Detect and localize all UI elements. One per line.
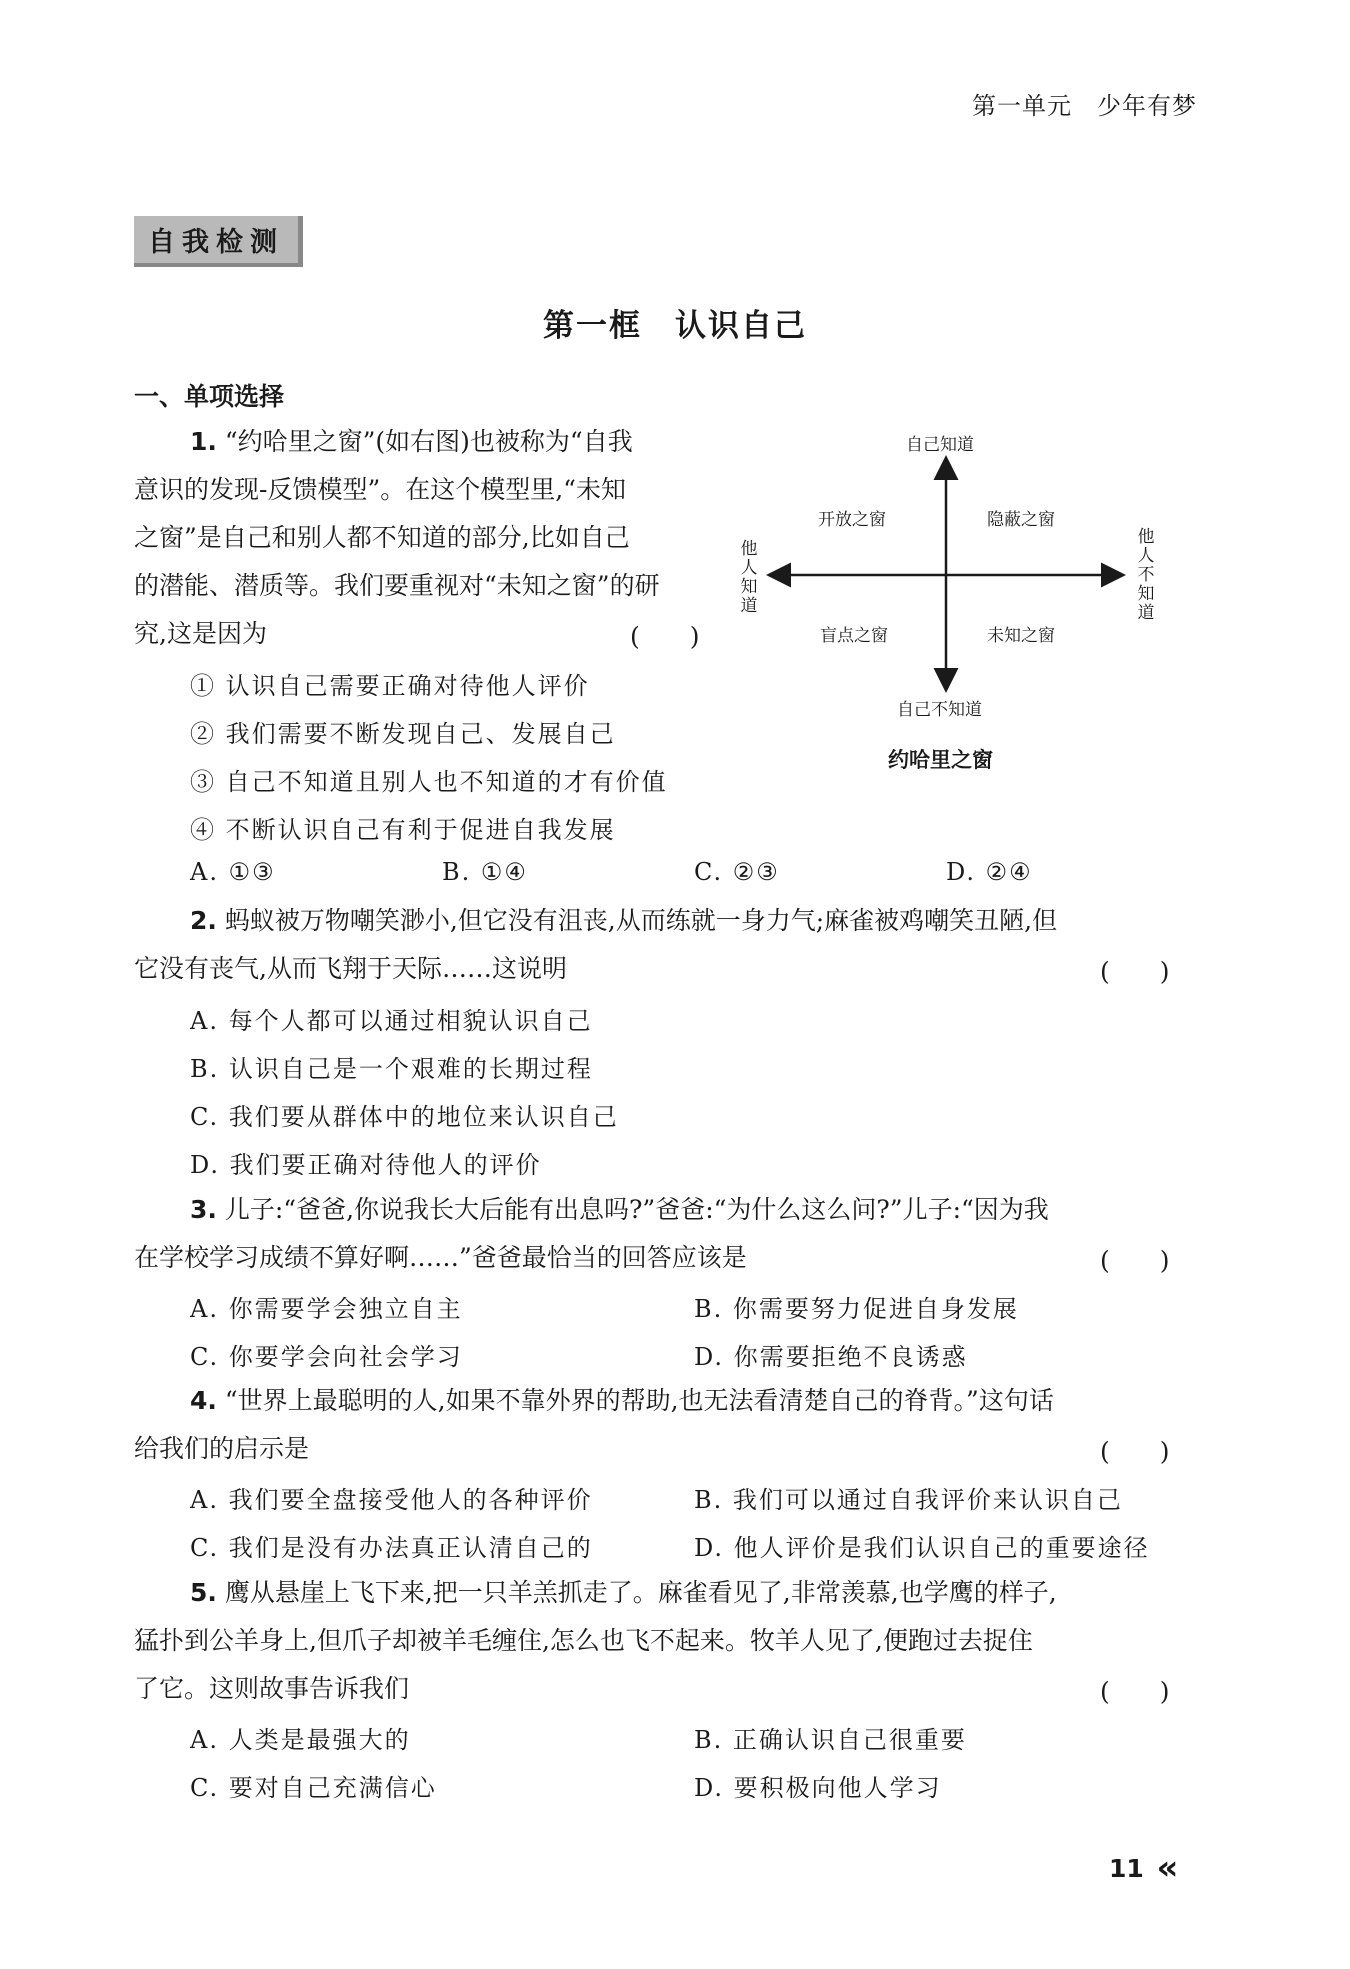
question-line: 的潜能、潜质等。我们要重视对“未知之窗”的研 <box>134 571 660 600</box>
option-a: A. 我们要全盘接受他人的各种评价 <box>190 1486 593 1514</box>
question-text: “世界上最聪明的人,如果不靠外界的帮助,也无法看清楚自己的脊背。”这句话 <box>224 1386 1054 1415</box>
statement-4: ④ 不断认识自己有利于促进自我发展 <box>190 816 616 844</box>
statement-1: ① 认识自己需要正确对待他人评价 <box>190 672 590 700</box>
statement-2: ② 我们需要不断发现自己、发展自己 <box>190 720 616 748</box>
section-tag: 自我检测 <box>134 216 303 267</box>
double-chevron-left-icon: « <box>1156 1848 1179 1888</box>
question-line: 之窗”是自己和别人都不知道的部分,比如自己 <box>134 523 630 552</box>
quadrant-unknown: 未知之窗 <box>987 626 1055 646</box>
option-a: A. ①③ <box>190 858 276 886</box>
question-line: 给我们的启示是 <box>134 1434 310 1463</box>
lesson-title: 第一框 认识自己 <box>543 308 807 344</box>
answer-bracket: ( ) <box>630 622 700 651</box>
part-title: 一、单项选择 <box>134 382 285 411</box>
option-d: D. ②④ <box>946 858 1033 886</box>
question-text: 鹰从悬崖上飞下来,把一只羊羔抓走了。麻雀看见了,非常羡慕,也学鹰的样子, <box>224 1578 1057 1607</box>
question-number: 1. <box>190 427 217 456</box>
question-line: 猛扑到公羊身上,但爪子却被羊毛缠住,怎么也飞不起来。牧羊人见了,便跑过去捉住 <box>134 1626 1033 1655</box>
option-c: C. 你要学会向社会学习 <box>190 1343 463 1371</box>
option-a: A. 人类是最强大的 <box>190 1726 411 1754</box>
option-b: B. 认识自己是一个艰难的长期过程 <box>190 1055 593 1083</box>
option-d: D. 我们要正确对待他人的评价 <box>190 1151 542 1179</box>
statement-3: ③ 自己不知道且别人也不知道的才有价值 <box>190 768 668 796</box>
option-d: D. 你需要拒绝不良诱惑 <box>694 1343 968 1371</box>
question-line: 它没有丧气,从而飞翔于天际……这说明 <box>134 954 567 983</box>
option-b: B. ①④ <box>442 858 528 886</box>
option-a: A. 你需要学会独立自主 <box>190 1295 463 1323</box>
question-text: 蚂蚁被万物嘲笑渺小,但它没有沮丧,从而练就一身力气;麻雀被鸡嘲笑丑陋,但 <box>224 906 1058 935</box>
option-d: D. 他人评价是我们认识自己的重要途径 <box>694 1534 1150 1562</box>
label-others-known: 他人知道 <box>740 539 758 616</box>
answer-bracket: ( ) <box>1100 1437 1170 1466</box>
answer-bracket: ( ) <box>1100 1677 1170 1706</box>
question-line: 意识的发现-反馈模型”。在这个模型里,“未知 <box>134 475 626 504</box>
option-c: C. ②③ <box>694 858 780 886</box>
option-c: C. 我们是没有办法真正认清自己的 <box>190 1534 593 1562</box>
option-c: C. 要对自己充满信心 <box>190 1774 437 1802</box>
question-text: 儿子:“爸爸,你说我长大后能有出息吗?”爸爸:“为什么这么问?”儿子:“因为我 <box>224 1195 1049 1224</box>
johari-axes <box>0 0 1350 900</box>
answer-bracket: ( ) <box>1100 1246 1170 1275</box>
option-d: D. 要积极向他人学习 <box>694 1774 942 1802</box>
question-line <box>190 1193 1049 1227</box>
label-others-unknown: 他人不知道 <box>1137 527 1155 623</box>
question-line: 在学校学习成绩不算好啊……”爸爸最恰当的回答应该是 <box>134 1243 747 1272</box>
question-line <box>190 1576 1057 1610</box>
page-number-value: 11 <box>1109 1854 1144 1883</box>
page-number <box>1109 1848 1178 1888</box>
option-b: B. 你需要努力促进自身发展 <box>694 1295 1019 1323</box>
option-c: C. 我们要从群体中的地位来认识自己 <box>190 1103 619 1131</box>
question-number: 2. <box>190 906 217 935</box>
quadrant-blind: 盲点之窗 <box>820 626 888 646</box>
question-line <box>190 1384 1054 1418</box>
option-b: B. 正确认识自己很重要 <box>694 1726 967 1754</box>
option-a: A. 每个人都可以通过相貌认识自己 <box>190 1007 593 1035</box>
question-text: “约哈里之窗”(如右图)也被称为“自我 <box>224 427 633 456</box>
unit-label: 第一单元 <box>972 92 1072 120</box>
answer-bracket: ( ) <box>1100 957 1170 986</box>
quadrant-open: 开放之窗 <box>818 510 886 530</box>
question-number: 3. <box>190 1195 217 1224</box>
question-line <box>190 904 1057 938</box>
option-b: B. 我们可以通过自我评价来认识自己 <box>694 1486 1123 1514</box>
label-self-known: 自己知道 <box>906 435 974 455</box>
unit-title: 少年有梦 <box>1097 92 1197 120</box>
question-line: 了它。这则故事告诉我们 <box>134 1674 410 1703</box>
question-number: 4. <box>190 1386 217 1415</box>
question-line: 究,这是因为 <box>134 619 267 648</box>
diagram-caption: 约哈里之窗 <box>888 748 993 772</box>
question-number: 5. <box>190 1578 217 1607</box>
quadrant-hidden: 隐蔽之窗 <box>987 510 1055 530</box>
label-self-unknown: 自己不知道 <box>897 700 982 720</box>
